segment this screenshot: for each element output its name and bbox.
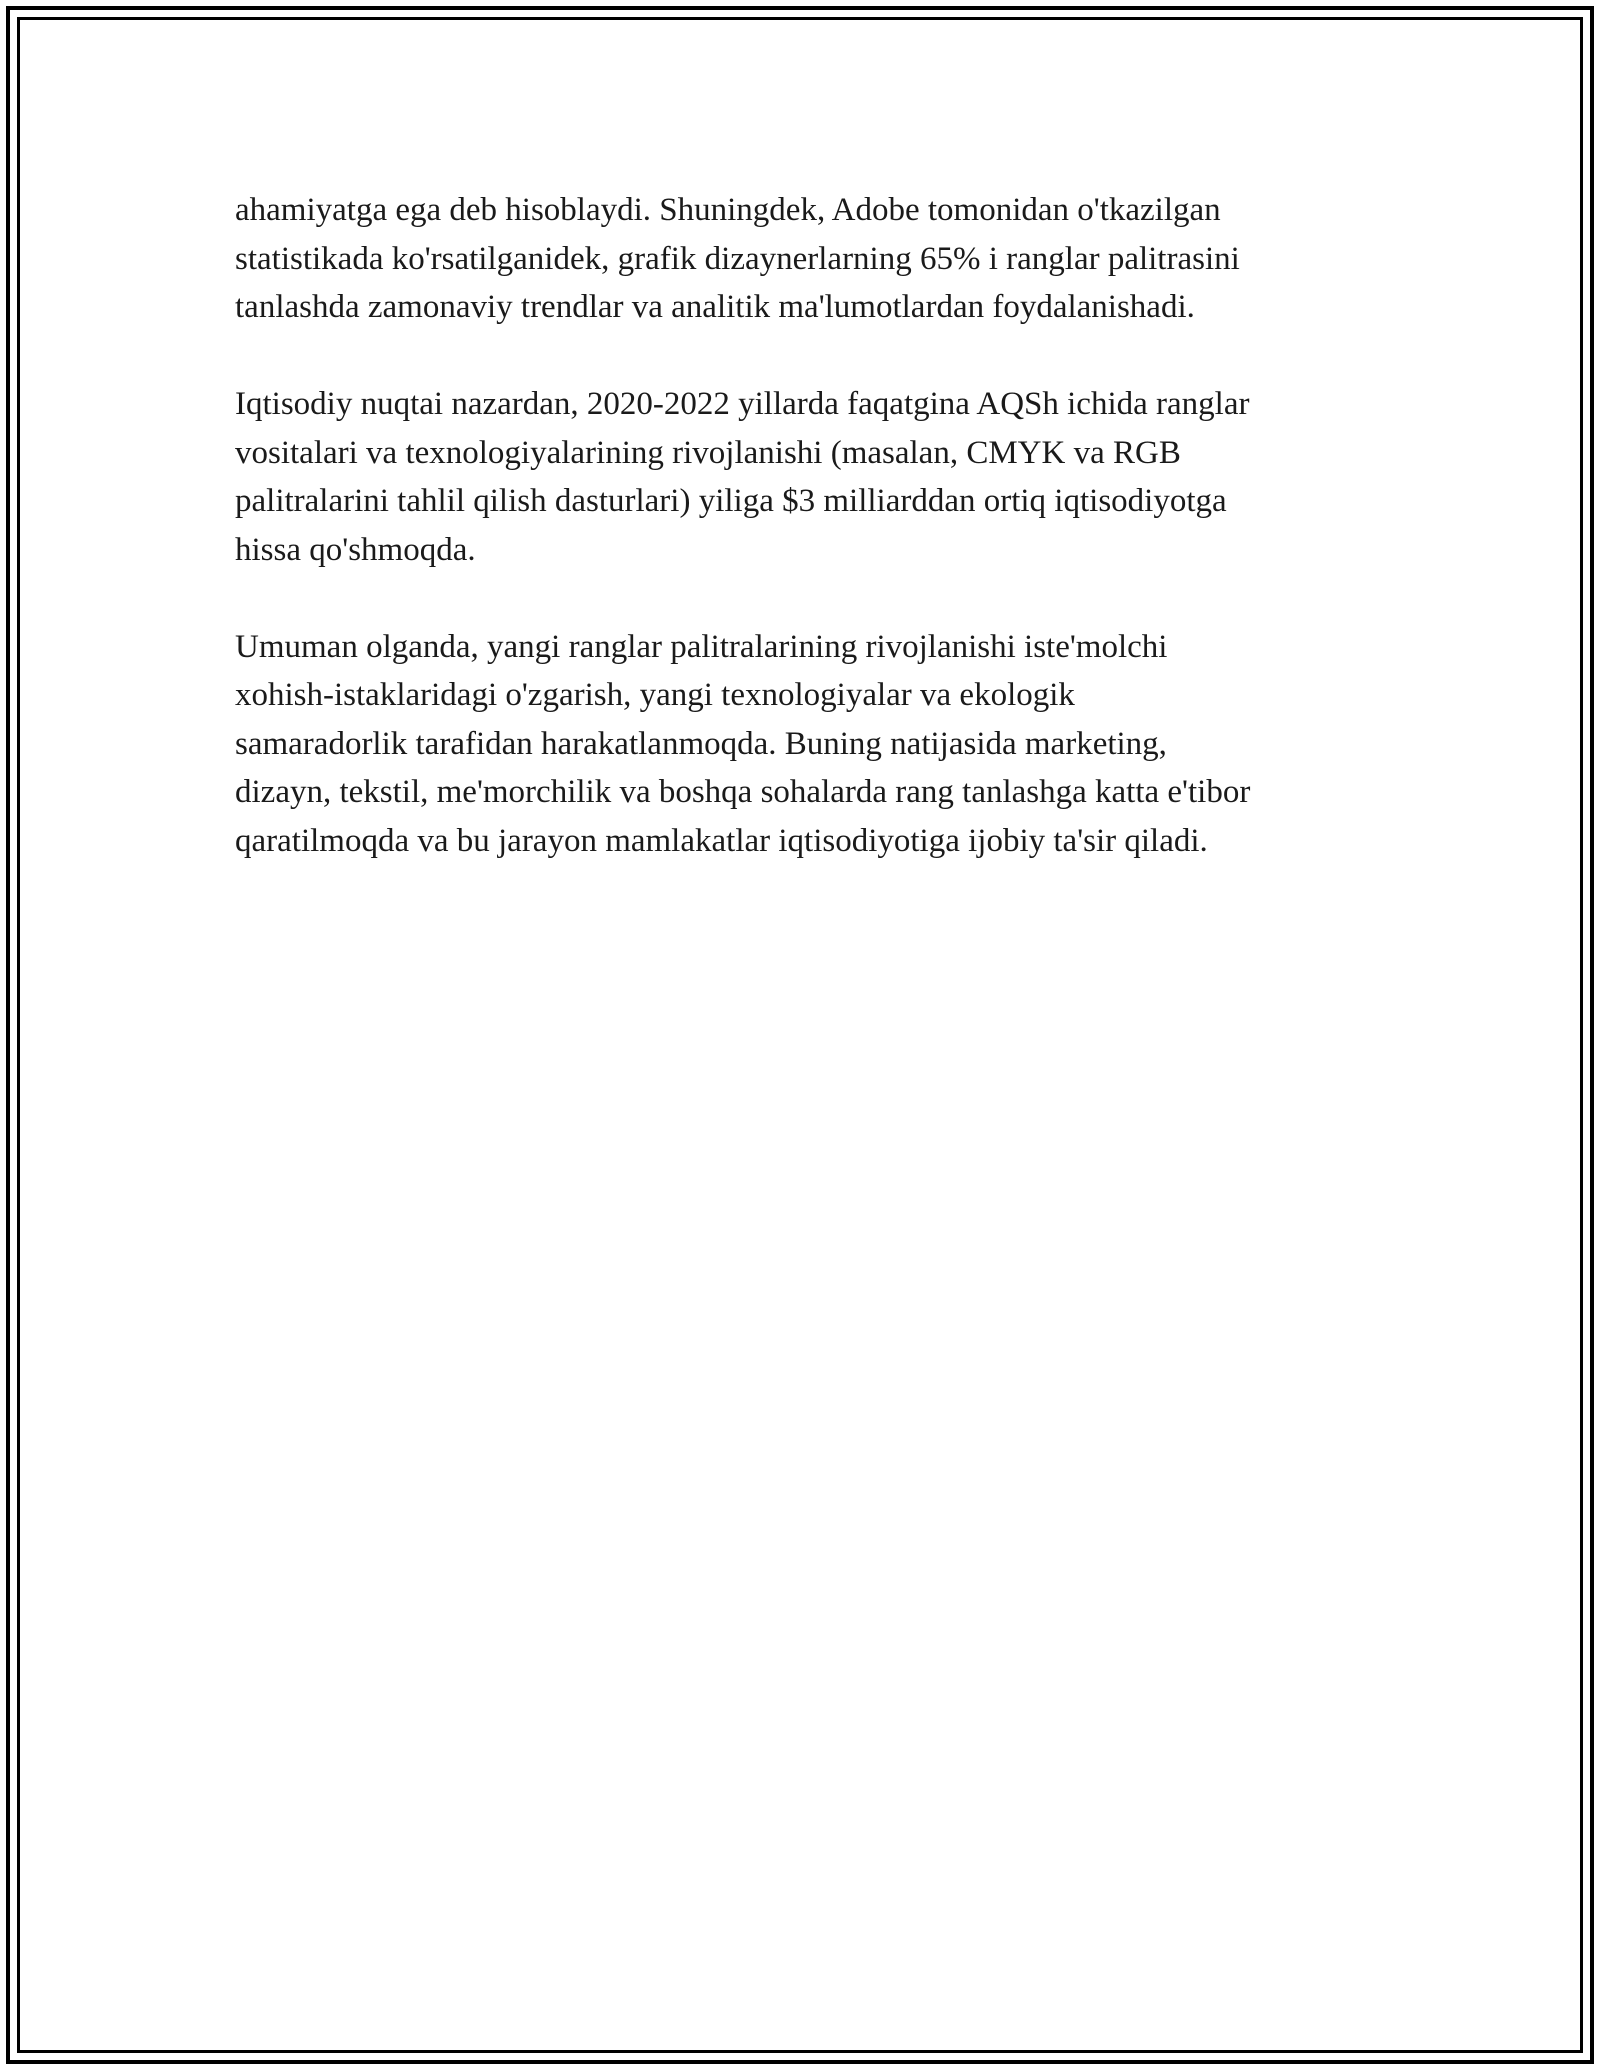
document-body bbox=[235, 186, 1385, 914]
text-line: Umuman olganda, yangi ranglar palitralarining rivojlanishi iste'molchi bbox=[235, 628, 1168, 665]
text-line: palitralarini tahlil qilish dasturlari) yiliga $3 milliarddan ortiq iqtisodiyotga bbox=[235, 483, 1227, 519]
paragraph-economic-view bbox=[235, 380, 1385, 574]
paragraph-conclusion bbox=[235, 623, 1385, 866]
text-line: statistikada ko'rsatilganidek, grafik dizaynerlarning 65% i ranglar palitrasini bbox=[235, 240, 1240, 277]
text-line: dizayn, tekstil, me'morchilik va boshqa sohalarda rang tanlashga katta e'tibor bbox=[235, 774, 1251, 810]
text-line: ahamiyatga ega deb hisoblaydi. Shuningdek, Adobe tomonidan o'tkazilgan bbox=[235, 192, 1221, 228]
text-line: qaratilmoqda va bu jarayon mamlakatlar iqtisodiyotiga ijobiy ta'sir qiladi. bbox=[235, 822, 1208, 859]
text-line: hissa qo'shmoqda. bbox=[235, 531, 476, 568]
text-line: tanlashda zamonaviy trendlar va analitik ma'lumotlardan foydalanishadi. bbox=[235, 289, 1195, 325]
text-line: samaradorlik tarafidan harakatlanmoqda. Buning natijasida marketing, bbox=[235, 725, 1167, 762]
paragraph-adobe-statistics bbox=[235, 186, 1385, 332]
text-line: vositalari va texnologiyalarining rivojlanishi (masalan, CMYK va RGB bbox=[235, 434, 1181, 471]
text-line: xohish-istaklaridagi o'zgarish, yangi texnologiyalar va ekologik bbox=[235, 677, 1075, 713]
text-line: Iqtisodiy nuqtai nazardan, 2020-2022 yillarda faqatgina AQSh ichida ranglar bbox=[235, 386, 1250, 422]
